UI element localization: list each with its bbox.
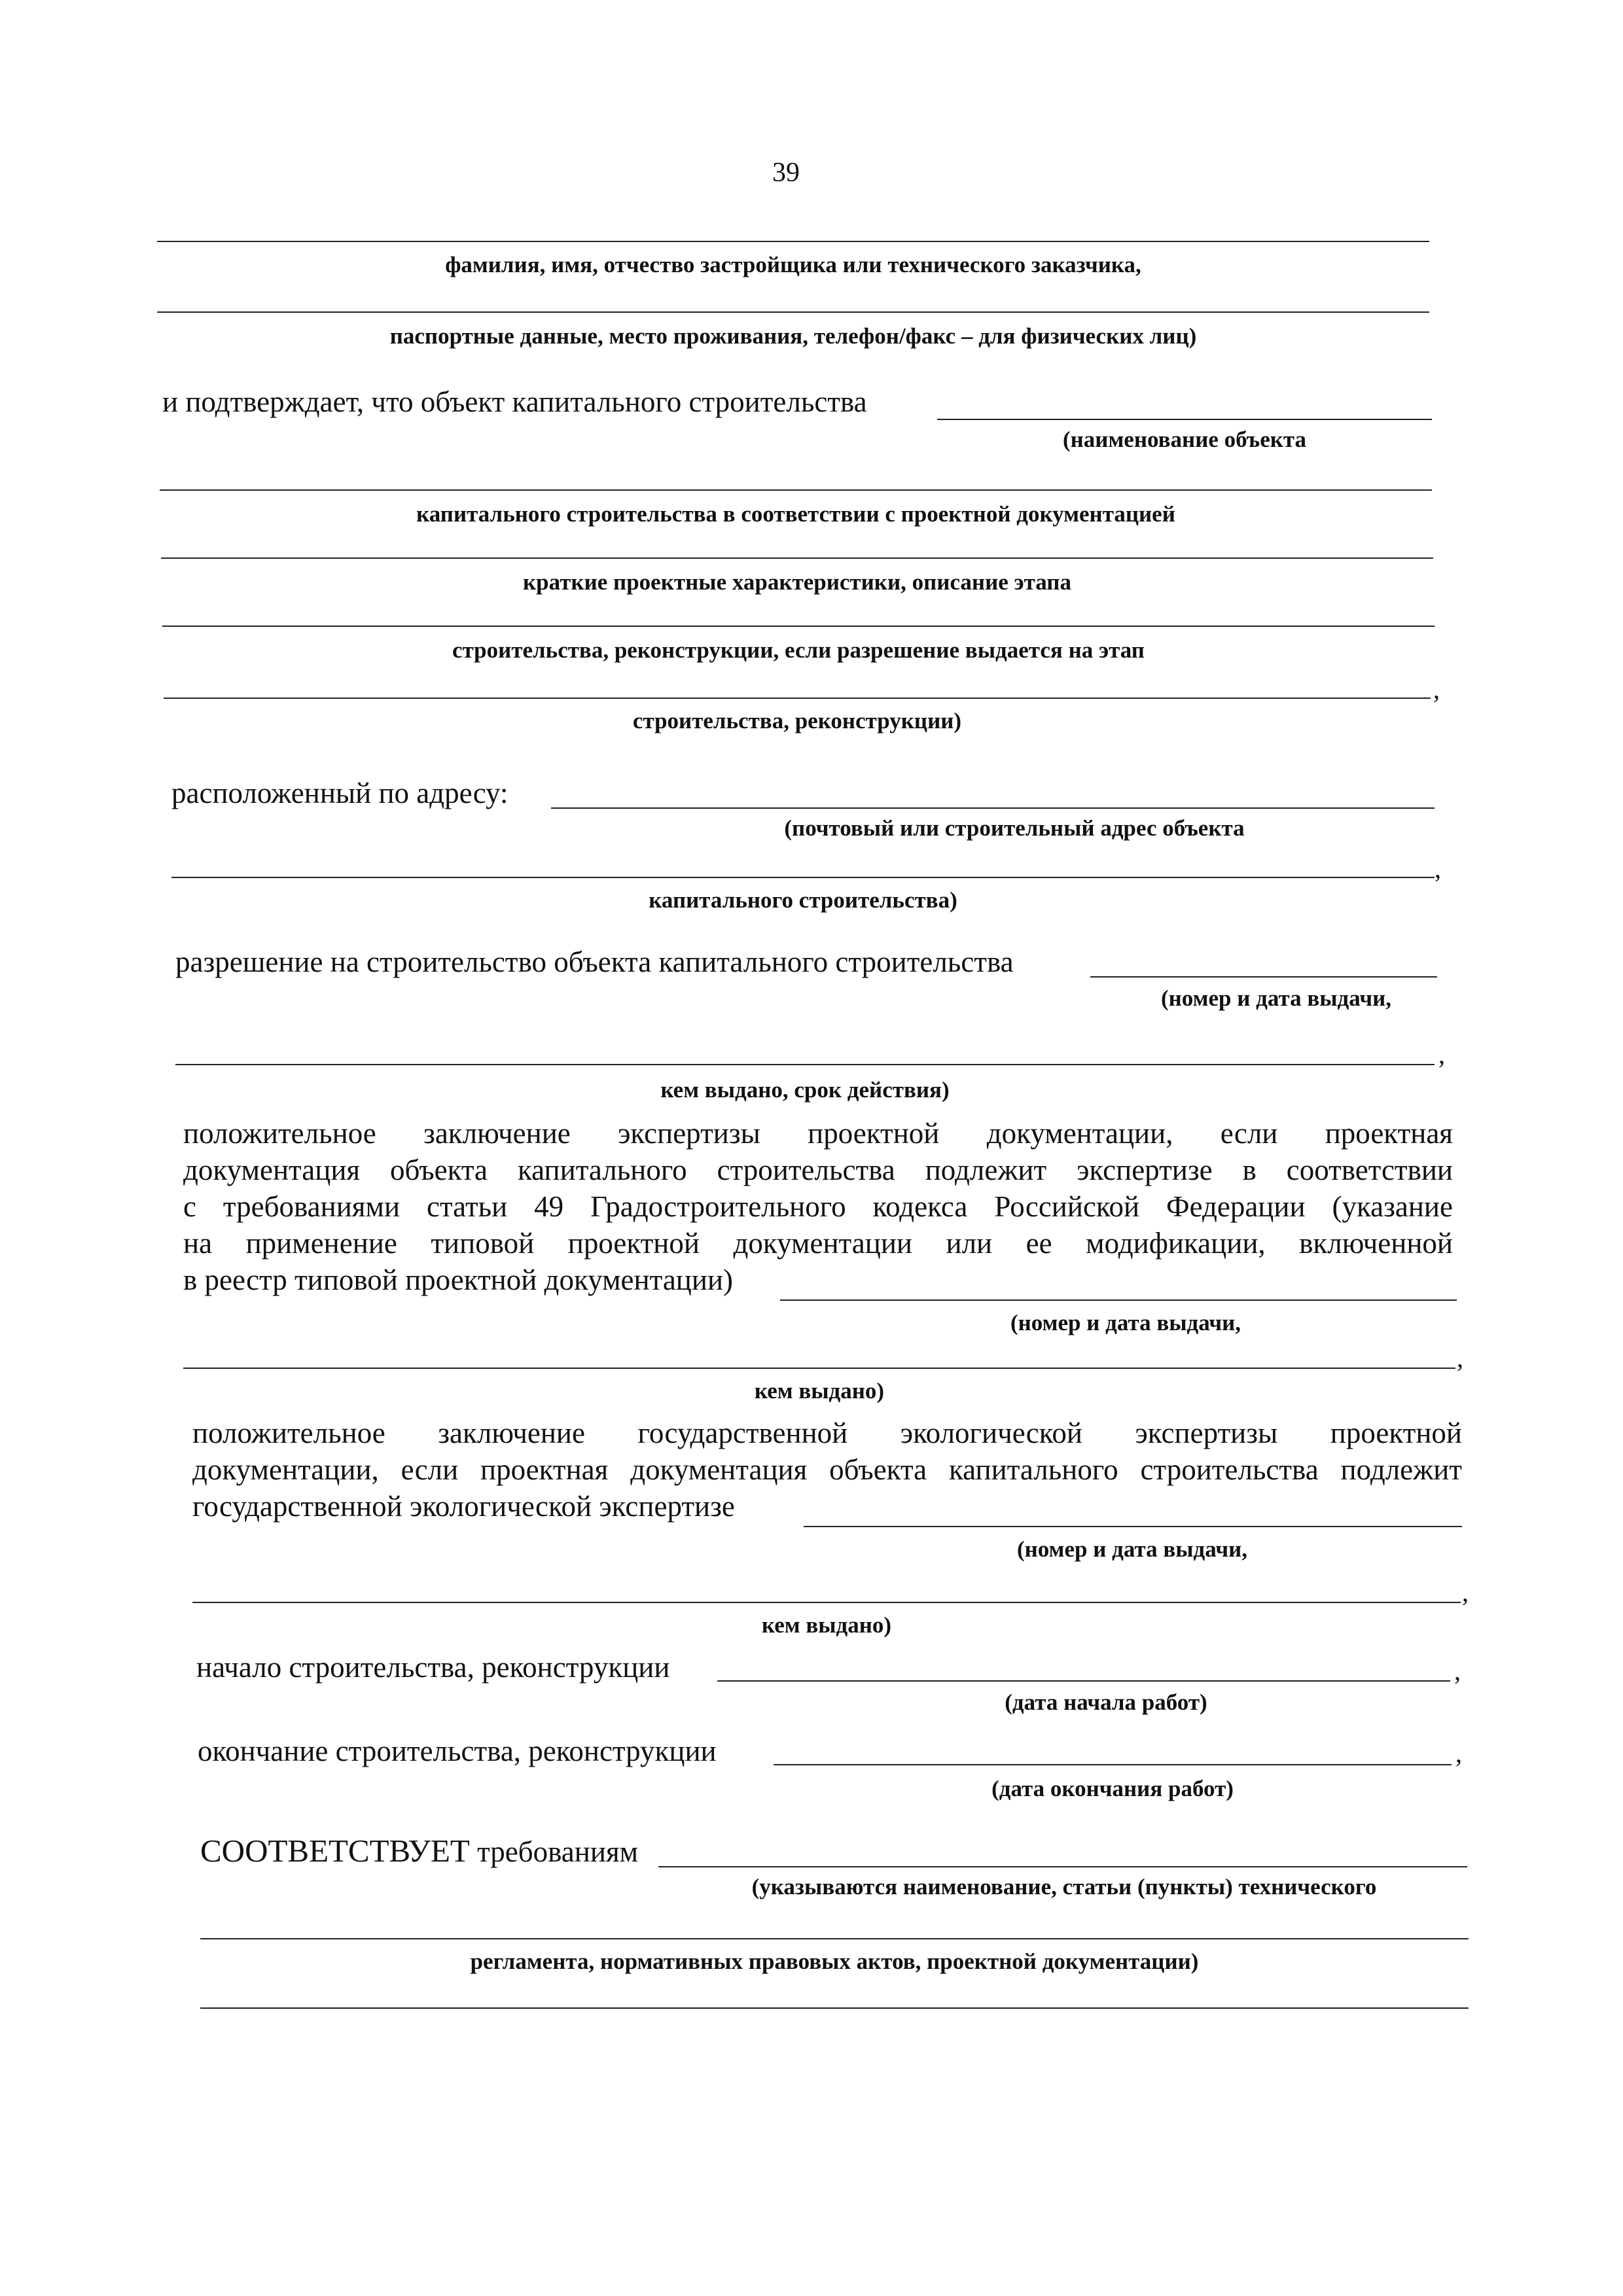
caption-object-documentation: капитального строительства в соответствии с проектной документацией: [416, 501, 1175, 527]
field-line-requirements-2[interactable]: [200, 1938, 1469, 1939]
caption-address-end: капитального строительства): [649, 887, 957, 913]
field-line-requirements-3[interactable]: [200, 2007, 1469, 2009]
field-line-object-name-2[interactable]: [160, 489, 1432, 491]
caption-address: (почтовый или строительный адрес объекта: [784, 815, 1245, 841]
field-line-object-name[interactable]: [937, 419, 1432, 420]
expertise-line-4: на применение типовой проектной документации или ее модификации, включенной: [183, 1227, 1453, 1260]
caption-developer-passport: паспортные данные, место проживания, телефон/факс – для физических лиц): [389, 323, 1197, 349]
field-line-stage[interactable]: [162, 626, 1435, 627]
caption-eco-number: (номер и дата выдачи,: [1016, 1536, 1248, 1562]
paragraph-eco-expertise: [192, 1415, 1462, 1525]
statement-confirm: и подтверждает, что объект капитального строительства: [162, 385, 867, 418]
field-line-developer-passport[interactable]: [157, 311, 1429, 313]
statement-complies: [200, 1832, 638, 1869]
field-line-end-date[interactable]: [774, 1764, 1452, 1765]
field-line-address[interactable]: [551, 807, 1435, 809]
field-line-permit-2[interactable]: [175, 1064, 1435, 1065]
comma: ,: [1462, 1578, 1469, 1607]
caption-permit-issuer: кем выдано, срок действия): [660, 1077, 950, 1103]
caption-developer-name: фамилия, имя, отчество застройщика или технического заказчика,: [445, 252, 1141, 277]
caption-permit-number: (номер и дата выдачи,: [1160, 985, 1392, 1011]
caption-end-date: (дата окончания работ): [991, 1776, 1234, 1801]
field-line-stage-2[interactable]: [164, 698, 1431, 699]
caption-object-name: (наименование объекта: [1062, 427, 1307, 452]
eco-line-2: документации, если проектная документация объекта капитального строительства подлежит: [192, 1453, 1462, 1486]
caption-stage: строительства, реконструкции, если разрешение выдается на этап: [452, 637, 1145, 663]
field-line-expertise-2[interactable]: [183, 1368, 1455, 1369]
caption-requirements-end: регламента, нормативных правовых актов, проектной документации): [470, 1949, 1199, 1974]
page-number: 39: [772, 158, 800, 188]
statement-address: расположенный по адресу:: [171, 777, 508, 809]
comma: ,: [1454, 1656, 1461, 1686]
expertise-line-1: положительное заключение экспертизы проектной документации, если проектная: [183, 1117, 1453, 1150]
comma: ,: [1435, 854, 1441, 883]
caption-stage-end: строительства, реконструкции): [632, 708, 962, 733]
field-line-requirements[interactable]: [658, 1866, 1467, 1867]
expertise-line-3: с требованиями статьи 49 Градостроительного кодекса Российской Федерации (указание: [183, 1190, 1453, 1223]
statement-permit: разрешение на строительство объекта капитального строительства: [175, 945, 1014, 978]
complies-rest: требованиям: [477, 1835, 639, 1868]
field-line-object-characteristics[interactable]: [161, 557, 1433, 559]
caption-expertise-number: (номер и дата выдачи,: [1010, 1310, 1241, 1335]
caption-object-characteristics: краткие проектные характеристики, описание этапа: [523, 569, 1071, 595]
expertise-line-2: документация объекта капитального строительства подлежит экспертизе в соответствии: [183, 1154, 1453, 1186]
field-line-start-date[interactable]: [717, 1680, 1450, 1682]
statement-start: начало строительства, реконструкции: [196, 1651, 670, 1684]
field-line-address-2[interactable]: [171, 877, 1435, 878]
field-line-expertise[interactable]: [780, 1299, 1457, 1301]
caption-requirements: (указываются наименование, статьи (пункты) технического: [751, 1874, 1377, 1899]
comma: ,: [1455, 1739, 1462, 1768]
comma: ,: [1438, 1040, 1445, 1069]
eco-line-1: положительное заключение государственной экологической экспертизы проектной: [192, 1417, 1462, 1449]
comma: ,: [1457, 1343, 1463, 1373]
expertise-line-5: в реестр типовой проектной документации): [183, 1263, 734, 1296]
field-line-permit[interactable]: [1090, 976, 1437, 978]
field-line-eco-expertise-2[interactable]: [192, 1602, 1461, 1603]
caption-eco-issuer: кем выдано): [761, 1612, 892, 1638]
paragraph-expertise: [183, 1115, 1453, 1298]
field-line-eco-expertise[interactable]: [804, 1526, 1462, 1527]
comma: ,: [1433, 675, 1440, 704]
complies-keyword: СООТВЕТСТВУЕТ: [200, 1833, 470, 1869]
statement-end: окончание строительства, реконструкции: [198, 1735, 717, 1767]
eco-line-3: государственной экологической экспертизе: [192, 1490, 735, 1523]
caption-expertise-issuer: кем выдано): [754, 1378, 885, 1404]
field-line-developer-name[interactable]: [157, 241, 1429, 242]
caption-start-date: (дата начала работ): [1005, 1689, 1207, 1715]
